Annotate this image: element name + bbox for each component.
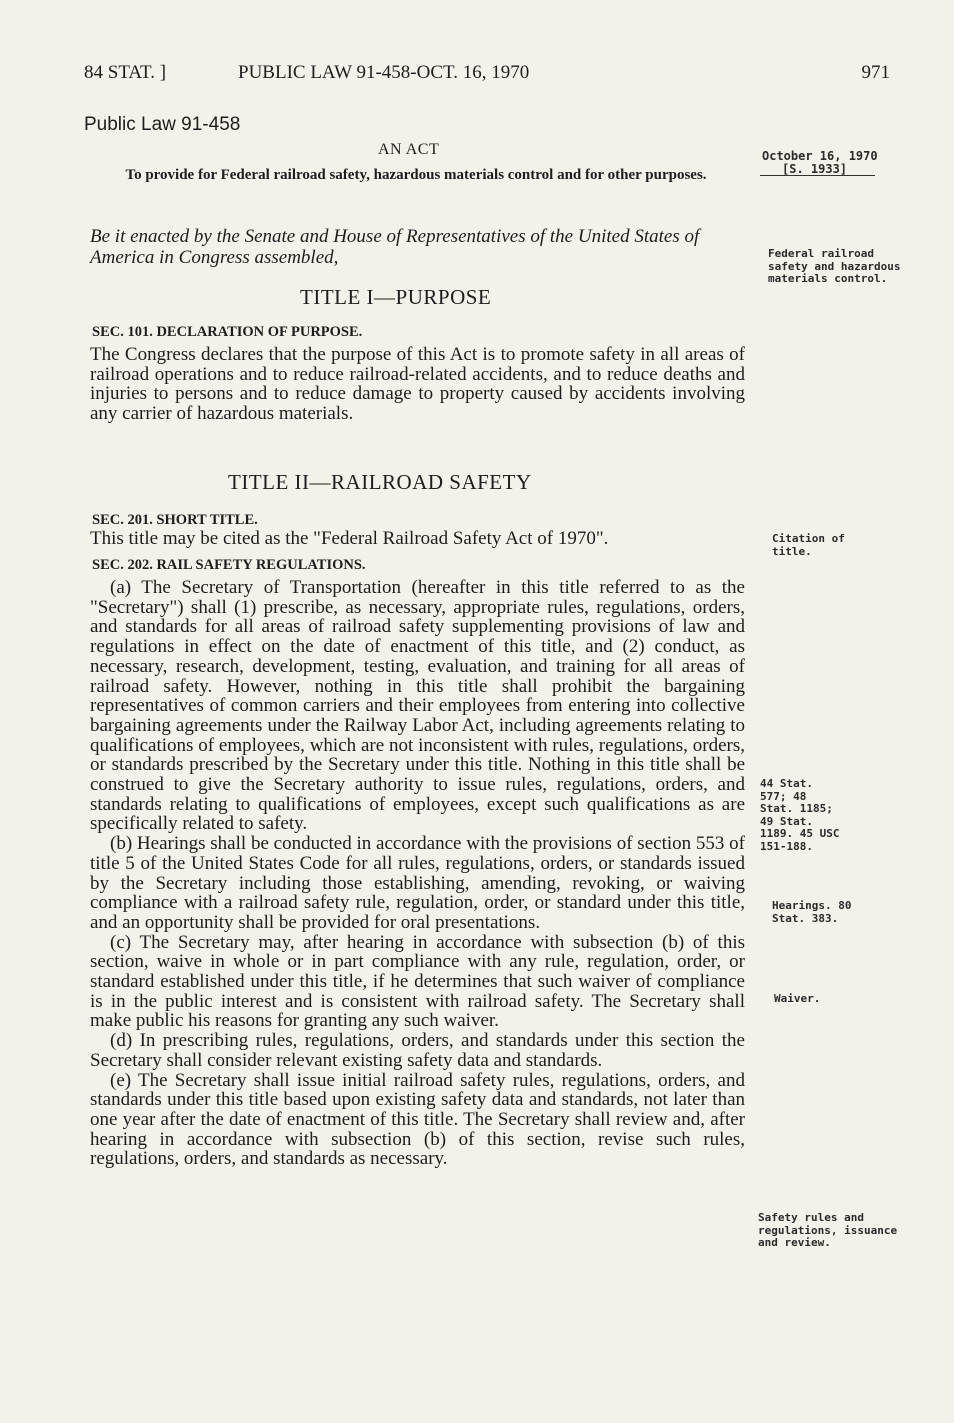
margin-note-statutes: 44 Stat. 577; 48 Stat. 1185; 49 Stat. 1189. 45 USC 151-188. [760, 777, 840, 853]
sec-202-subsection-a: (a) The Secretary of Transportation (hereafter in this title referred to as the "Secretary") shall (1) prescribe, as necessary, appropriate rules, regulations, orders, and standards for all areas of railroad safety supplementing provisions of law and regulations in effect on the date of enactment of this title, and (2) conduct, as necessary, research, development, testing, evaluation, and training for all areas of railroad safety. However, nothing in this title shall prohibit the bargaining representatives of common carriers and their employees from entering into collective bargaining agreements under the Railway Labor Act, including agreements relating to qualifications of employees, which are not inconsistent with rules, regulations, orders, or standards prescribed by the Secretary under this title. Nothing in this title shall be construed to give the Secretary authority to issue rules, regulations, orders, and standards relating to qualifications of employees, except such qualifications as are specifically related to safety. [90, 577, 745, 835]
margin-note-waiver: Waiver. [774, 992, 821, 1005]
margin-bill-number: [S. 1933] [760, 163, 875, 177]
title-2-heading: TITLE II—RAILROAD SAFETY [228, 470, 532, 494]
margin-date-text: October 16, 1970 [762, 149, 878, 163]
margin-note-citation: Citation of title. [772, 532, 845, 558]
margin-note-safety-rules: Safety rules and regulations, issuance and review. [758, 1211, 898, 1249]
sec-202-subsection-c: (c) The Secretary may, after hearing in accordance with subsection (b) of this section, waive in whole or in part compliance with any rule, regulation, order, or standard established under this title, if he determines that such waiver of compliance is in the public interest and is consistent with railroad safety. The Secretary shall make public his reasons for granting any such waiver. [90, 931, 745, 1032]
margin-note-frsa: Federal railroad safety and hazardous materials control. [768, 247, 901, 285]
margin-note-hearings: Hearings. 80 Stat. 383. [772, 899, 852, 925]
act-label: AN ACT [378, 141, 440, 158]
margin-note-date [762, 150, 902, 176]
enacting-clause: Be it enacted by the Senate and House of Representatives of the United States of America in Congress assembled, [90, 226, 700, 268]
sec-101-text: The Congress declares that the purpose of this Act is to promote safety in all areas of railroad operations and to reduce railroad-related accidents, and to reduce deaths and injuries to persons and to reduce damage to property caused by accidents involving any carrier of hazardous materials. [90, 344, 745, 425]
sec-201-heading: SEC. 201. SHORT TITLE. [92, 512, 258, 528]
sec-202-body [90, 578, 745, 1169]
sec-202-subsection-e: (e) The Secretary shall issue initial railroad safety rules, regulations, orders, and standards under this title based upon existing safety data and standards, not later than one year after the date of enactment of this title. The Secretary shall review and, after hearing in accordance with subsection (b) of this section, revise such rules, regulations, orders, and standards as necessary. [90, 1069, 745, 1170]
sec-101-heading: SEC. 101. DECLARATION OF PURPOSE. [92, 324, 363, 340]
sec-202-subsection-d: (d) In prescribing rules, regulations, orders, and standards under this section the Secretary shall consider relevant existing safety data and standards. [90, 1030, 745, 1071]
header-page-number: 971 [861, 62, 890, 83]
sec-201-text: This title may be cited as the "Federal Railroad Safety Act of 1970". [90, 528, 609, 549]
header-law-date: PUBLIC LAW 91-458-OCT. 16, 1970 [238, 62, 530, 83]
act-purpose: To provide for Federal railroad safety, hazardous materials control and for other purposes. [125, 167, 707, 183]
title-1-heading: TITLE I—PURPOSE [300, 285, 492, 309]
header-volume: 84 STAT. ] [84, 62, 167, 83]
sec-202-subsection-b: (b) Hearings shall be conducted in accordance with the provisions of section 553 of title 5 of the United States Code for all rules, regulations, orders, or standards issued by the Secretary including those establishing, amending, revoking, or waiving compliance with a railroad safety rule, regulation, order, or standard under this title, and an opportunity shall be provided for oral presentations. [90, 833, 745, 933]
sec-202-heading: SEC. 202. RAIL SAFETY REGULATIONS. [92, 557, 366, 573]
public-law-title: Public Law 91-458 [84, 114, 241, 135]
